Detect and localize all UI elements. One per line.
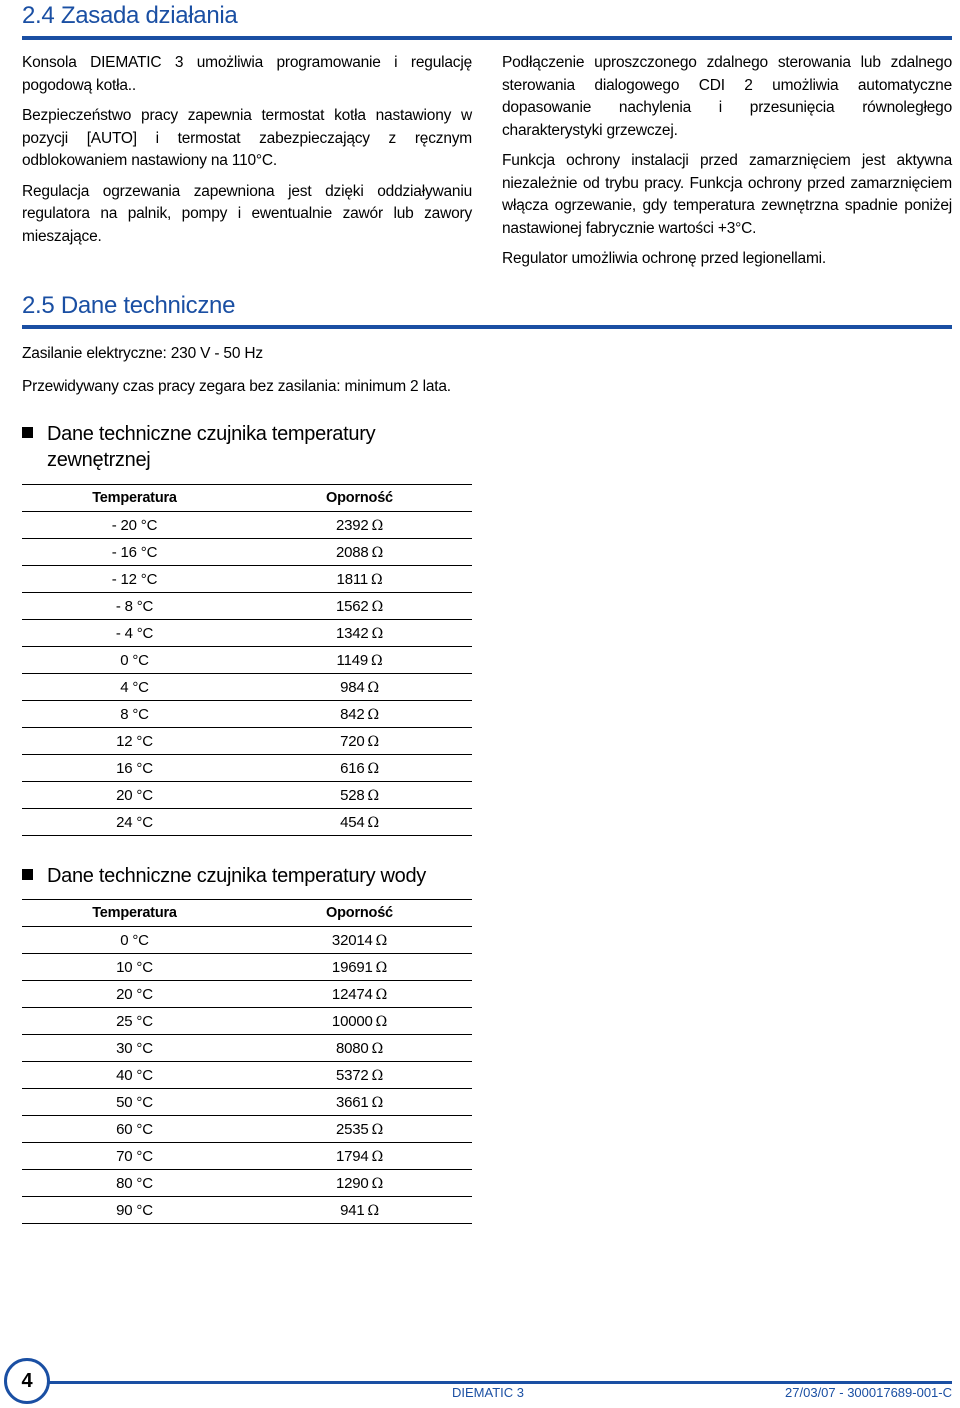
table-row [22, 1089, 472, 1116]
ohm-symbol: Ω [371, 625, 383, 642]
ohm-symbol: Ω [367, 787, 379, 804]
temperature-cell: 0 °C [22, 927, 247, 954]
resistance-value: 2535 [336, 1120, 369, 1138]
ohm-symbol: Ω [367, 814, 379, 831]
ohm-symbol: Ω [371, 1094, 383, 1111]
column-header-temperature: Temperatura [22, 485, 247, 512]
temperature-cell: 60 °C [22, 1116, 247, 1143]
temperature-cell: 30 °C [22, 1035, 247, 1062]
resistance-value: 10000 [331, 1012, 373, 1030]
resistance-value: 842 [340, 705, 365, 723]
resistance-value: 1290 [336, 1174, 369, 1192]
resistance-value: 454 [340, 813, 365, 831]
water-sensor-table [22, 899, 472, 1224]
paragraph: Regulator umożliwia ochronę przed legionellami. [502, 250, 827, 267]
ohm-symbol: Ω [375, 959, 388, 976]
table-row [22, 512, 472, 539]
temperature-cell: 20 °C [22, 782, 247, 809]
resistance-cell [247, 1116, 472, 1143]
resistance-cell [247, 755, 472, 782]
resistance-cell [247, 539, 472, 566]
temperature-cell: - 12 °C [22, 566, 247, 593]
table-row [22, 954, 472, 981]
table-row [22, 1143, 472, 1170]
resistance-cell [247, 1008, 472, 1035]
page-number: 4 [4, 1358, 50, 1404]
section-rule [22, 325, 952, 329]
temperature-cell: 20 °C [22, 981, 247, 1008]
left-column [22, 52, 472, 256]
ohm-symbol: Ω [367, 1202, 379, 1219]
resistance-value: 984 [340, 678, 365, 696]
temperature-cell: 4 °C [22, 674, 247, 701]
table-row [22, 1170, 472, 1197]
resistance-value: 1562 [336, 597, 369, 615]
temperature-cell: 16 °C [22, 755, 247, 782]
paragraph: Funkcja ochrony instalacji przed zamarznięciem jest aktywna niezależnie od trybu pracy. Funkcja ochrony przed zamarznięciem włącza ogrzewanie, gdy temperatura zewnętrzna spadnie poniżej nastawionej fabrycznie wartości +3°C. [502, 152, 952, 237]
resistance-cell [247, 809, 472, 836]
temperature-cell: 24 °C [22, 809, 247, 836]
ohm-symbol: Ω [371, 598, 383, 615]
ohm-symbol: Ω [371, 517, 383, 534]
resistance-cell [247, 593, 472, 620]
resistance-cell [247, 927, 472, 954]
resistance-cell [247, 566, 472, 593]
resistance-value: 2392 [336, 516, 369, 534]
resistance-value: 19691 [331, 958, 373, 976]
section-title-2-4: 2.4 Zasada działania [22, 2, 238, 29]
outdoor-sensor-heading: Dane techniczne czujnika temperatury zewnętrznej [22, 421, 407, 473]
ohm-symbol: Ω [371, 1067, 383, 1084]
outdoor-sensor-table [22, 484, 472, 836]
ohm-symbol: Ω [367, 733, 379, 750]
resistance-cell [247, 701, 472, 728]
right-column [502, 52, 952, 279]
table-row [22, 1116, 472, 1143]
ohm-symbol: Ω [375, 1013, 388, 1030]
power-supply-text: Zasilanie elektryczne: 230 V - 50 Hz [22, 345, 263, 362]
resistance-value: 8080 [336, 1039, 369, 1057]
resistance-value: 12474 [331, 985, 373, 1003]
table-row [22, 755, 472, 782]
table-row [22, 809, 472, 836]
resistance-cell [247, 782, 472, 809]
ohm-symbol: Ω [371, 1121, 383, 1138]
resistance-value: 3661 [336, 1093, 369, 1111]
ohm-symbol: Ω [367, 706, 379, 723]
ohm-symbol: Ω [367, 760, 379, 777]
table-row [22, 701, 472, 728]
resistance-cell [247, 1170, 472, 1197]
resistance-cell [247, 981, 472, 1008]
temperature-cell: 80 °C [22, 1170, 247, 1197]
footer-rule [40, 1381, 952, 1384]
resistance-value: 616 [340, 759, 365, 777]
table-row [22, 981, 472, 1008]
resistance-cell [247, 954, 472, 981]
section-rule [22, 36, 952, 40]
temperature-cell: 8 °C [22, 701, 247, 728]
resistance-value: 5372 [336, 1066, 369, 1084]
temperature-cell: 25 °C [22, 1008, 247, 1035]
ohm-symbol: Ω [367, 679, 379, 696]
ohm-symbol: Ω [375, 932, 388, 949]
resistance-cell [247, 728, 472, 755]
resistance-value: 32014 [331, 931, 373, 949]
temperature-cell: - 8 °C [22, 593, 247, 620]
section-title-2-5: 2.5 Dane techniczne [22, 292, 236, 319]
ohm-symbol: Ω [371, 571, 383, 588]
temperature-cell: - 4 °C [22, 620, 247, 647]
paragraph: Konsola DIEMATIC 3 umożliwia programowanie i regulację pogodową kotła.. [22, 54, 472, 94]
ohm-symbol: Ω [371, 652, 383, 669]
table-row [22, 1197, 472, 1224]
temperature-cell: 50 °C [22, 1089, 247, 1116]
ohm-symbol: Ω [371, 1148, 383, 1165]
footer-product: DIEMATIC 3 [452, 1385, 524, 1400]
column-header-temperature: Temperatura [22, 900, 247, 927]
ohm-symbol: Ω [375, 986, 388, 1003]
temperature-cell: 12 °C [22, 728, 247, 755]
ohm-symbol: Ω [371, 544, 383, 561]
table-row [22, 647, 472, 674]
paragraph: Podłączenie uproszczonego zdalnego sterowania lub zdalnego sterowania dialogowego CDI 2 umożliwia automatyczne dopasowanie nachylenia i przesunięcia równoległego charakterystyki grzewczej. [502, 54, 952, 139]
temperature-cell: 40 °C [22, 1062, 247, 1089]
resistance-cell [247, 1143, 472, 1170]
table-row [22, 566, 472, 593]
resistance-value: 1794 [336, 1147, 369, 1165]
table-row [22, 1035, 472, 1062]
table-row [22, 674, 472, 701]
resistance-value: 528 [340, 786, 365, 804]
resistance-cell [247, 1035, 472, 1062]
table-row [22, 539, 472, 566]
footer-doc-ref: 27/03/07 - 300017689-001-C [785, 1385, 952, 1400]
square-bullet-icon [22, 427, 33, 438]
temperature-cell: - 16 °C [22, 539, 247, 566]
table-row [22, 927, 472, 954]
clock-reserve-text: Przewidywany czas pracy zegara bez zasilania: minimum 2 lata. [22, 378, 451, 395]
resistance-cell [247, 1089, 472, 1116]
ohm-symbol: Ω [371, 1040, 383, 1057]
column-header-resistance: Oporność [247, 900, 472, 927]
resistance-cell [247, 647, 472, 674]
table-row [22, 782, 472, 809]
ohm-symbol: Ω [371, 1175, 383, 1192]
table-row [22, 620, 472, 647]
temperature-cell: 70 °C [22, 1143, 247, 1170]
paragraph: Regulacja ogrzewania zapewniona jest dzięki oddziaływaniu regulatora na palnik, pompy i ewentualnie zawór lub zawory mieszające. [22, 182, 472, 245]
table-row [22, 1008, 472, 1035]
resistance-value: 2088 [336, 543, 369, 561]
resistance-cell [247, 1062, 472, 1089]
column-header-resistance: Oporność [247, 485, 472, 512]
resistance-value: 1811 [336, 570, 369, 588]
temperature-cell: 10 °C [22, 954, 247, 981]
resistance-value: 1149 [336, 651, 369, 669]
resistance-cell [247, 512, 472, 539]
paragraph: Bezpieczeństwo pracy zapewnia termostat kotła nastawiony w pozycji [AUTO] i termostat zabezpieczający z ręcznym odblokowaniem nastawiony na 110°C. [22, 107, 472, 169]
resistance-cell [247, 620, 472, 647]
temperature-cell: - 20 °C [22, 512, 247, 539]
resistance-value: 1342 [336, 624, 369, 642]
resistance-value: 941 [340, 1201, 365, 1219]
temperature-cell: 90 °C [22, 1197, 247, 1224]
resistance-cell [247, 674, 472, 701]
water-sensor-heading: Dane techniczne czujnika temperatury wody [22, 863, 426, 889]
square-bullet-icon [22, 869, 33, 880]
table-row [22, 1062, 472, 1089]
table-row [22, 593, 472, 620]
table-row [22, 728, 472, 755]
resistance-value: 720 [340, 732, 365, 750]
temperature-cell: 0 °C [22, 647, 247, 674]
resistance-cell [247, 1197, 472, 1224]
